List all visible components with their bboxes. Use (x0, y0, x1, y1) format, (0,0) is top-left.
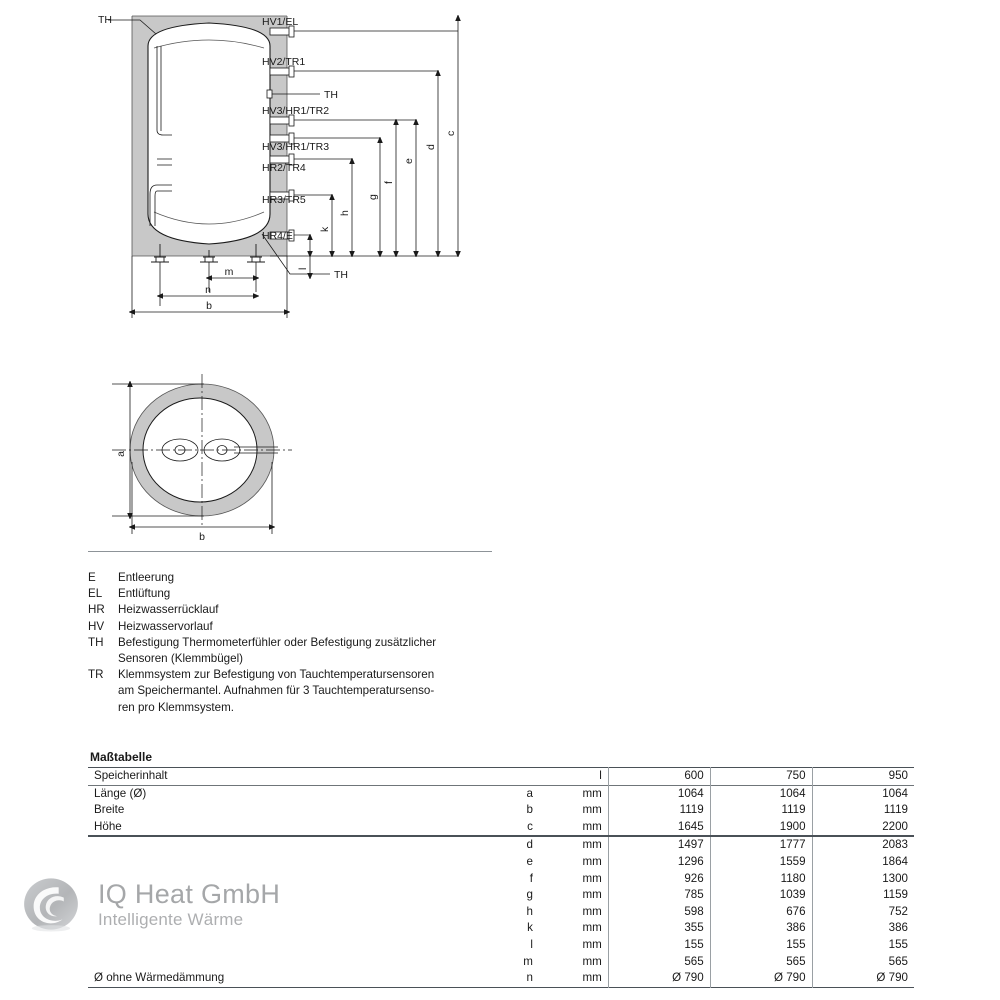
row-f-950: 1300 (812, 871, 914, 888)
row-symbol-f: f (529, 871, 533, 885)
label-th-bottom: TH (334, 269, 348, 281)
row-c-950: 2200 (812, 819, 914, 837)
row-n-950: Ø 790 (812, 970, 914, 987)
legend-key-th: TH (88, 635, 104, 649)
dim-a-top: a (115, 451, 127, 457)
header-col-600: 600 (608, 768, 710, 786)
row-symbol-h: h (526, 904, 533, 918)
label-hr4-e: HR4/E (262, 230, 293, 242)
table-row-e (88, 854, 914, 871)
row-l-950: 155 (812, 937, 914, 954)
legend-item-el (88, 586, 608, 602)
dim-b-side: b (206, 300, 212, 312)
storage-tank-top-view (82, 362, 342, 542)
watermark-company: IQ Heat GmbH (98, 879, 281, 910)
th-clip-upper (267, 90, 272, 98)
header-unit: l (599, 769, 602, 782)
legend-item-th (88, 635, 608, 651)
row-label-c: Höhe (94, 819, 122, 833)
row-h-600: 598 (608, 904, 710, 921)
label-hv3-hr1-tr2: HV3/HR1/TR2 (262, 105, 330, 117)
dim-g: g (367, 194, 379, 200)
dim-l: l (297, 267, 309, 270)
row-k-750: 386 (710, 920, 812, 937)
row-unit-n: mm (582, 971, 602, 985)
label-th-mid: TH (324, 89, 338, 101)
table-row-k (88, 920, 914, 937)
row-n-750: Ø 790 (710, 970, 812, 987)
table-header-row (88, 768, 914, 786)
legend-item-hv (88, 619, 608, 635)
row-symbol-b: b (526, 803, 533, 817)
row-label-g (88, 887, 489, 904)
table-row-l (88, 937, 914, 954)
row-b-600: 1119 (608, 802, 710, 819)
row-label-d (88, 836, 489, 854)
table-row-f (88, 871, 914, 888)
row-symbol-d: d (526, 838, 533, 852)
row-unit-l: mm (582, 937, 602, 951)
row-unit-a: mm (582, 786, 602, 800)
legend-text-e: Entleerung (118, 571, 175, 584)
legend-text-th-line2: Sensoren (Klemmbügel) (118, 652, 244, 666)
swirl-logo-icon (18, 872, 84, 936)
row-b-750: 1119 (710, 802, 812, 819)
row-symbol-a: a (526, 786, 533, 800)
row-symbol-l: l (530, 937, 533, 951)
header-col-750: 750 (710, 768, 812, 786)
row-unit-d: mm (582, 838, 602, 852)
table-row-d (88, 836, 914, 854)
legend-text-th: Befestigung Thermometerfühler oder Befestigung zusätzlicher (118, 635, 437, 649)
row-label-l (88, 937, 489, 954)
label-hv2-tr1: HV2/TR1 (262, 56, 306, 68)
label-hr3-tr5: HR3/TR5 (262, 194, 306, 206)
row-k-950: 386 (812, 920, 914, 937)
row-m-750: 565 (710, 954, 812, 971)
row-symbol-g: g (526, 888, 533, 902)
row-g-950: 1159 (812, 887, 914, 904)
row-b-950: 1119 (812, 802, 914, 819)
row-c-750: 1900 (710, 819, 812, 837)
row-symbol-e: e (526, 854, 533, 868)
table-row-a (88, 785, 914, 802)
row-label-b: Breite (94, 803, 125, 817)
dim-e: e (403, 158, 415, 164)
legend-text-hr: Heizwasserrücklauf (118, 603, 219, 617)
row-m-600: 565 (608, 954, 710, 971)
row-label-a: Länge (Ø) (94, 786, 147, 800)
dim-m: m (224, 266, 234, 278)
legend-item-e (88, 570, 608, 586)
tank-body (148, 23, 270, 244)
label-hr2-tr4: HR2/TR4 (262, 162, 306, 174)
table-row-h (88, 904, 914, 921)
row-d-750: 1777 (710, 836, 812, 854)
legend-text-tr-line2: am Speichermantel. Aufnahmen für 3 Tauchtemperatursenso- (118, 684, 435, 698)
legend-key-el: EL (88, 587, 103, 601)
row-h-750: 676 (710, 904, 812, 921)
label-hv3-hr1-tr3: HV3/HR1/TR3 (262, 141, 330, 153)
row-label-k (88, 920, 489, 937)
dim-b-top: b (199, 531, 205, 542)
row-symbol-k: k (527, 921, 533, 935)
legend-text-el: Entlüftung (118, 587, 171, 601)
table-row-c (88, 819, 914, 837)
row-unit-g: mm (582, 888, 602, 902)
legend-text-tr-line3: ren pro Klemmsystem. (118, 700, 234, 714)
header-col-950: 950 (812, 768, 914, 786)
row-symbol-n: n (526, 971, 533, 985)
dim-k: k (319, 226, 331, 232)
label-hv1-el: HV1/EL (262, 16, 299, 28)
row-symbol-c: c (527, 819, 533, 833)
row-label-f (88, 871, 489, 888)
row-d-600: 1497 (608, 836, 710, 854)
row-g-600: 785 (608, 887, 710, 904)
row-k-600: 355 (608, 920, 710, 937)
row-unit-f: mm (582, 871, 602, 885)
row-g-750: 1039 (710, 887, 812, 904)
row-h-950: 752 (812, 904, 914, 921)
row-c-600: 1645 (608, 819, 710, 837)
legend-text-tr: Klemmsystem zur Befestigung von Tauchtemperatursensoren (118, 668, 435, 682)
row-a-750: 1064 (710, 785, 812, 802)
row-label-n: Ø ohne Wärmedämmung (94, 971, 225, 985)
legend-item-tr (88, 667, 608, 683)
dimension-table-section (88, 750, 914, 988)
legend-text-hv: Heizwasservorlauf (118, 619, 213, 633)
legend-key-e: E (88, 571, 96, 584)
dim-c: c (445, 130, 457, 136)
legend (88, 570, 608, 716)
row-f-750: 1180 (710, 871, 812, 888)
dim-d: d (425, 144, 437, 150)
row-unit-m: mm (582, 954, 602, 968)
section-divider (88, 551, 492, 552)
storage-tank-side-view (80, 4, 480, 334)
legend-item-hr (88, 602, 608, 618)
row-e-600: 1296 (608, 854, 710, 871)
row-e-750: 1559 (710, 854, 812, 871)
table-row-g (88, 887, 914, 904)
dim-f: f (383, 181, 395, 184)
dim-n: n (205, 284, 211, 296)
header-label: Speicherinhalt (94, 769, 168, 782)
table-row-b (88, 802, 914, 819)
legend-key-hv: HV (88, 619, 105, 633)
row-e-950: 1864 (812, 854, 914, 871)
legend-key-hr: HR (88, 603, 105, 617)
row-label-h (88, 904, 489, 921)
row-unit-e: mm (582, 854, 602, 868)
row-l-750: 155 (710, 937, 812, 954)
legend-key-tr: TR (88, 668, 104, 682)
row-unit-b: mm (582, 803, 602, 817)
row-d-950: 2083 (812, 836, 914, 854)
row-n-600: Ø 790 (608, 970, 710, 987)
row-label-m (88, 954, 489, 971)
label-th-top: TH (98, 14, 112, 26)
table-caption: Maßtabelle (90, 750, 153, 764)
row-l-600: 155 (608, 937, 710, 954)
dimension-table (88, 767, 914, 988)
header-symbol (489, 768, 539, 786)
row-unit-c: mm (582, 819, 602, 833)
table-row-m (88, 954, 914, 971)
row-label-e (88, 854, 489, 871)
watermark-slogan: Intelligente Wärme (98, 909, 244, 929)
row-unit-h: mm (582, 904, 602, 918)
row-symbol-m: m (523, 954, 533, 968)
row-f-600: 926 (608, 871, 710, 888)
table-row-n (88, 970, 914, 987)
dim-h: h (339, 210, 351, 216)
row-m-950: 565 (812, 954, 914, 971)
row-unit-k: mm (582, 921, 602, 935)
row-a-950: 1064 (812, 785, 914, 802)
row-a-600: 1064 (608, 785, 710, 802)
